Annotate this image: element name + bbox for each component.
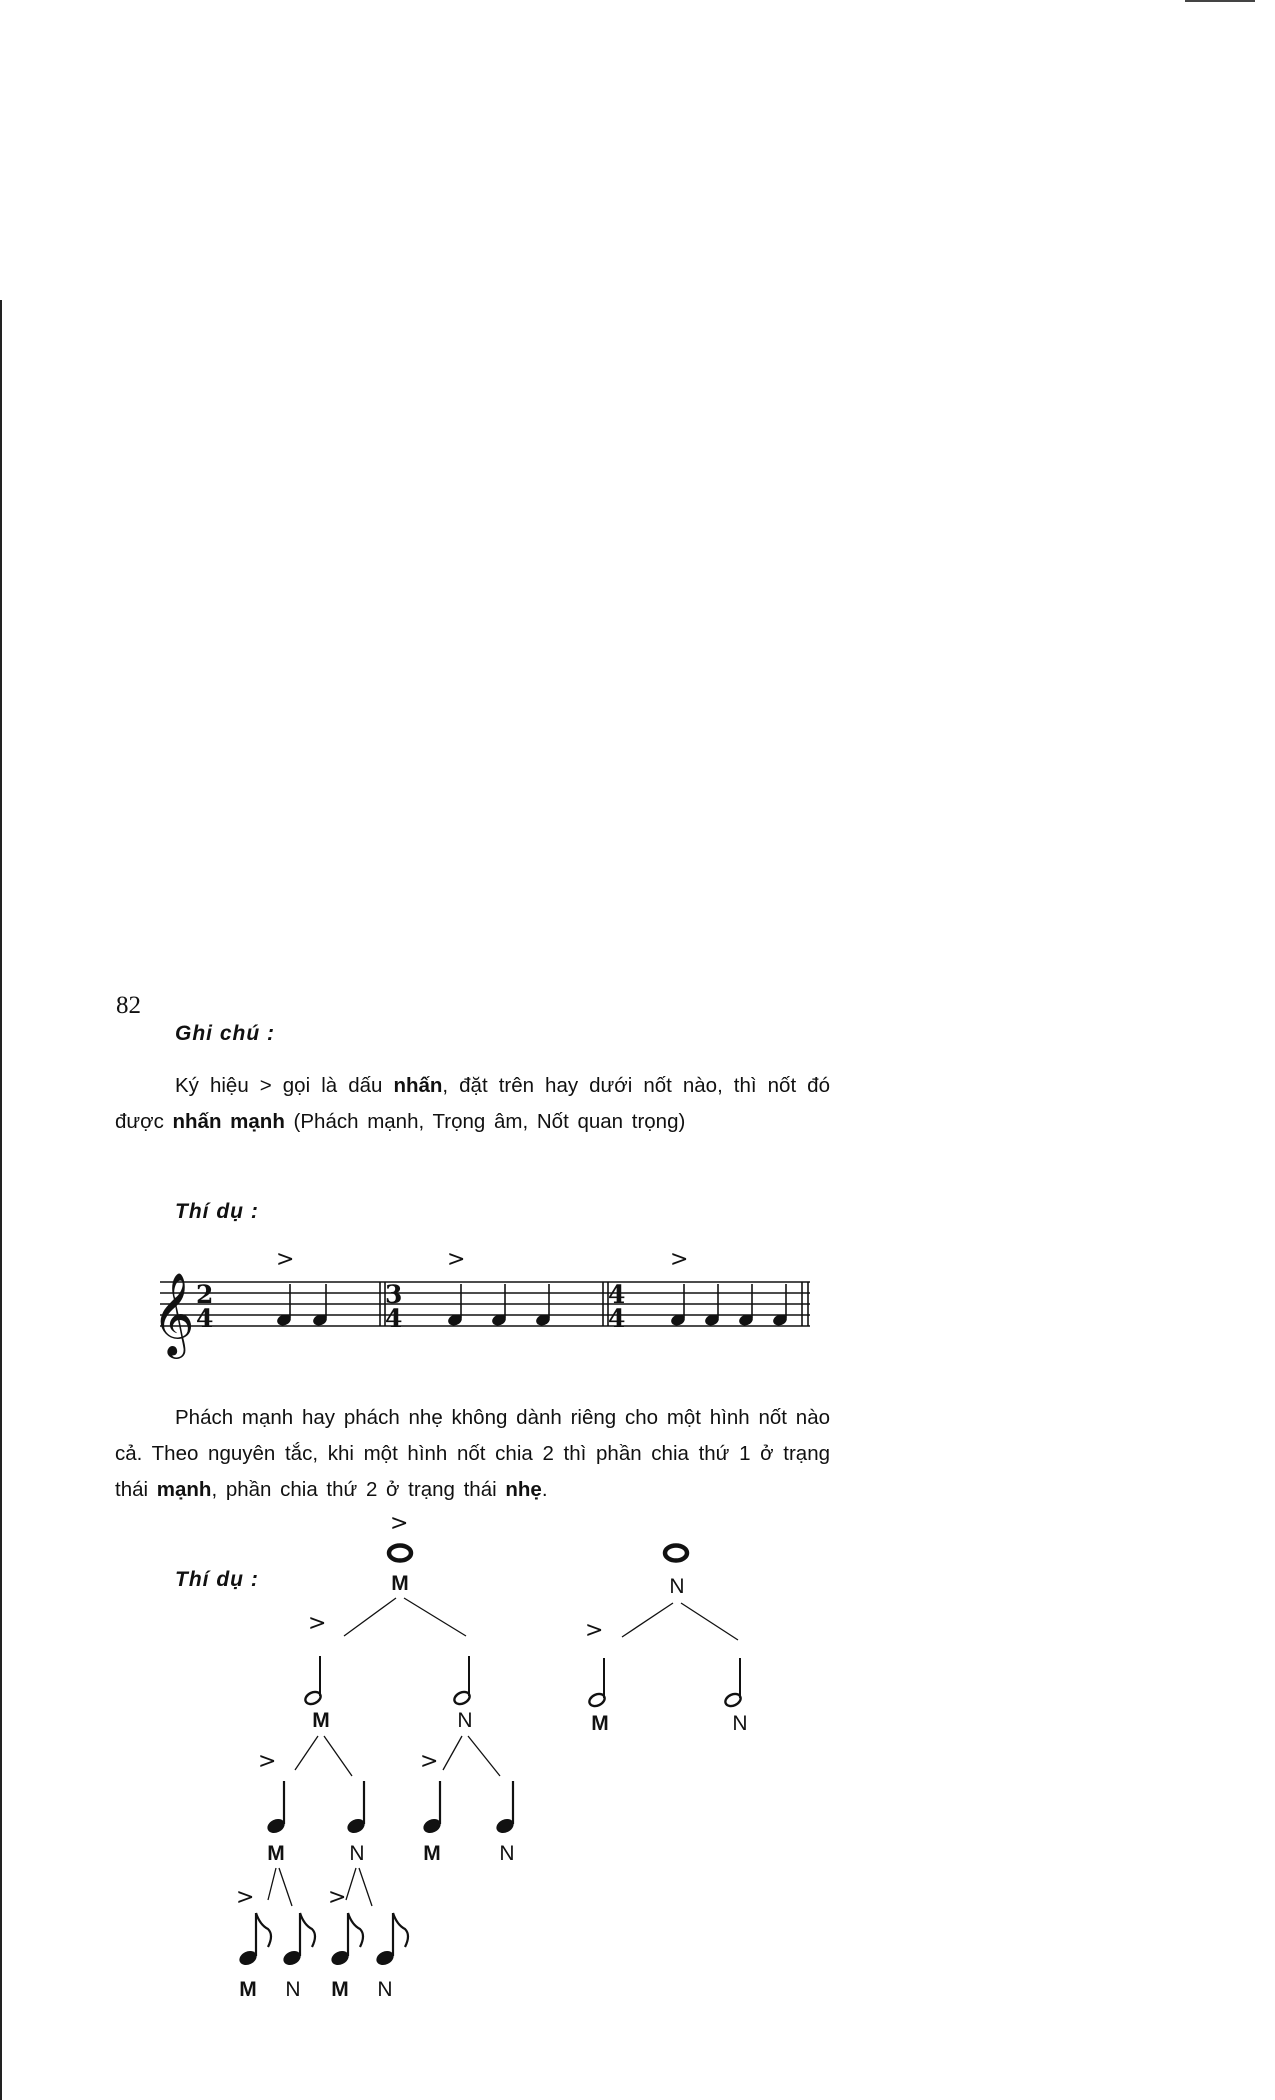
accent-mark: > — [276, 1247, 295, 1272]
strong-beat-label: M — [239, 1978, 257, 2001]
note-flag — [256, 1913, 271, 1947]
branch-line — [324, 1736, 352, 1776]
branch-line — [468, 1736, 500, 1776]
weak-beat-label: N — [377, 1978, 393, 2001]
whole-note — [389, 1546, 411, 1561]
para1-bold-nhan-manh: nhấn mạnh — [172, 1110, 285, 1133]
para1-text-1: Ký hiệu > gọi là dấu — [175, 1074, 394, 1097]
para2-text-3: . — [541, 1478, 548, 1501]
para2-bold-nhe: nhẹ — [505, 1478, 542, 1501]
branch-line — [681, 1603, 738, 1640]
accent-mark: > — [420, 1749, 439, 1774]
weak-beat-label: N — [285, 1978, 301, 2001]
note-flag — [300, 1913, 315, 1947]
weak-beat-label: N — [457, 1709, 473, 1732]
branch-line — [295, 1736, 318, 1770]
whole-note — [665, 1546, 687, 1561]
time-signature-bottom: 4 — [196, 1304, 214, 1333]
branch-line — [622, 1603, 673, 1637]
accent-mark: > — [585, 1618, 604, 1643]
time-signature-top: 2 — [196, 1280, 214, 1309]
branch-line — [268, 1868, 276, 1900]
branch-line — [344, 1598, 396, 1636]
para1-text-2: , đặt trên hay dưới nốt nào, thì nốt đó được — [115, 1074, 830, 1133]
weak-beat-label: N — [349, 1842, 365, 1865]
weak-beat-label: N — [669, 1575, 685, 1598]
accent-mark: > — [670, 1247, 689, 1272]
strong-beat-label: M — [331, 1978, 349, 2001]
strong-beat-label: M — [591, 1712, 609, 1735]
example-heading-2: Thí dụ : — [175, 1568, 259, 1591]
accent-mark: > — [447, 1247, 466, 1272]
time-signature-top: 3 — [385, 1280, 403, 1309]
accent-mark: > — [390, 1511, 409, 1536]
para2-bold-manh: mạnh — [156, 1478, 212, 1501]
time-signature-bottom: 4 — [608, 1304, 626, 1333]
branch-line — [404, 1598, 466, 1636]
branch-line — [279, 1868, 292, 1906]
para2-text-2: , phần chia thứ 2 ở trạng thái — [211, 1478, 506, 1501]
accent-mark: > — [236, 1885, 255, 1910]
note-heading: Ghi chú : — [175, 1022, 275, 1045]
note-flag — [393, 1913, 408, 1947]
strong-beat-label: M — [267, 1842, 285, 1865]
strong-beat-label: M — [312, 1709, 330, 1732]
para1-text-3: (Phách mạnh, Trọng âm, Nốt quan trọng) — [284, 1110, 686, 1133]
strong-beat-label: M — [391, 1572, 409, 1595]
branch-line — [443, 1736, 462, 1770]
strong-beat-label: M — [423, 1842, 441, 1865]
note-flag — [348, 1913, 363, 1947]
time-signature-top: 4 — [608, 1280, 626, 1309]
branch-line — [346, 1868, 356, 1900]
para1-bold-nhan: nhấn — [393, 1074, 443, 1097]
accent-mark: > — [258, 1749, 277, 1774]
treble-clef-icon: 𝄞 — [152, 1271, 195, 1355]
time-signature-bottom: 4 — [385, 1304, 403, 1333]
accent-mark: > — [328, 1885, 347, 1910]
accent-mark: > — [308, 1611, 327, 1636]
page-number: 82 — [116, 992, 141, 1019]
branch-line — [359, 1868, 372, 1906]
example-heading-1: Thí dụ : — [175, 1200, 259, 1223]
para2-text-1: Phách mạnh hay phách nhẹ không dành riêng cho một hình nốt nào cả. Theo nguyên tắc, khi một hình nốt chia 2 thì phần chia thứ 1 ở trạng thái — [115, 1406, 830, 1501]
weak-beat-label: N — [499, 1842, 515, 1865]
weak-beat-label: N — [732, 1712, 748, 1735]
